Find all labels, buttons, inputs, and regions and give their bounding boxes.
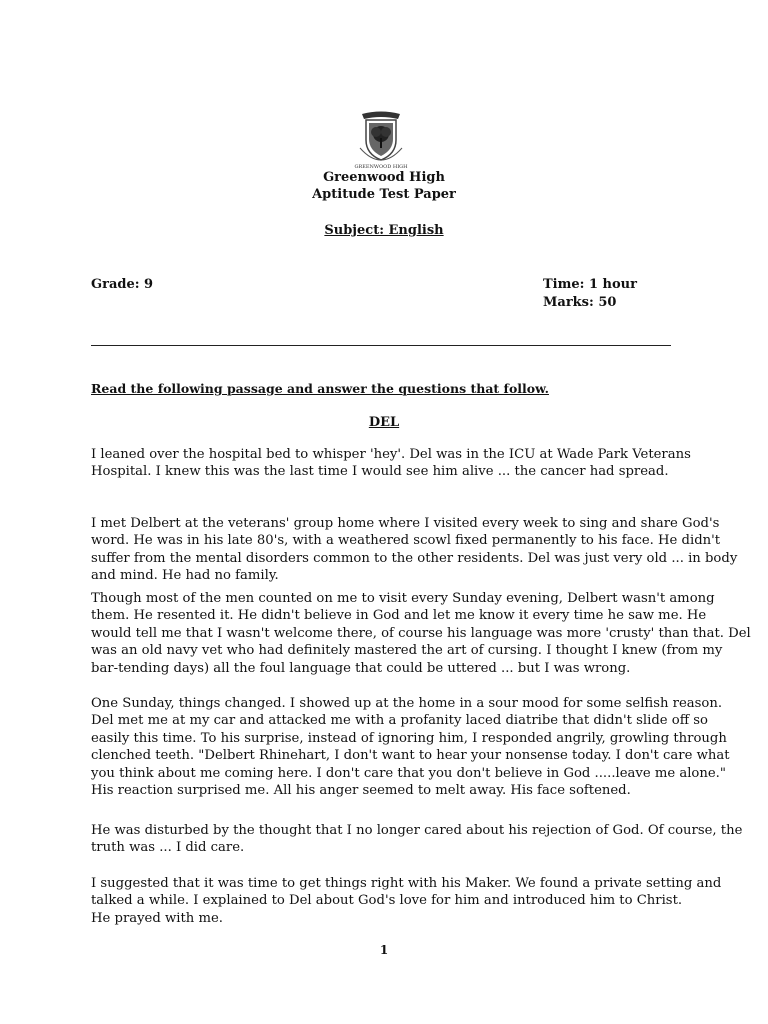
paragraph-line: would tell me that I wasn't welcome there, of course his language was more 'crusty' than that. Del <box>91 625 751 641</box>
passage-paragraph-3 <box>91 590 751 677</box>
paragraph-line: He prayed with me. <box>91 910 223 926</box>
page-number: 1 <box>379 943 389 957</box>
paragraph-line: you think about me coming here. I don't care that you don't believe in God .....leave me alone." <box>91 765 726 781</box>
paragraph-line: He was disturbed by the thought that I no longer cared about his rejection of God. Of course, the <box>91 823 743 838</box>
paragraph-line: clenched teeth. "Delbert Rhinehart, I don't want to hear your nonsense today. I don't care what <box>91 748 730 764</box>
paragraph-line: I suggested that it was time to get things right with his Maker. We found a private setting and <box>91 876 722 891</box>
passage-paragraph-6 <box>91 875 722 927</box>
subject-label: Subject: English <box>324 223 444 238</box>
marks-label: Marks: 50 <box>543 295 617 310</box>
paragraph-line: Hospital. I knew this was the last time I would see him alive ... the cancer had spread. <box>91 464 669 480</box>
paragraph-line: talked a while. I explained to Del about God's love for him and introduced him to Christ. <box>91 893 683 909</box>
paragraph-line: Though most of the men counted on me to visit every Sunday evening, Delbert wasn't among <box>91 591 715 606</box>
paragraph-line: easily this time. To his surprise, instead of ignoring him, I responded angrily, growling through <box>91 730 727 746</box>
paper-title: Aptitude Test Paper <box>312 187 456 202</box>
paragraph-line: One Sunday, things changed. I showed up at the home in a sour mood for some selfish reason. <box>91 696 723 711</box>
school-crest-icon <box>354 108 408 170</box>
passage-title: DEL <box>368 415 400 430</box>
instructions: Read the following passage and answer the questions that follow. <box>91 381 549 396</box>
passage-paragraph-5 <box>91 822 743 857</box>
passage-paragraph-1 <box>91 446 691 481</box>
paragraph-line: His reaction surprised me. All his anger seemed to melt away. His face softened. <box>91 783 631 799</box>
grade-label: Grade: 9 <box>91 277 154 292</box>
subject-line <box>0 223 768 238</box>
crest-motto: GREENWOOD HIGH <box>354 164 408 170</box>
paragraph-line: I met Delbert at the veterans' group home where I visited every week to sing and share God's <box>91 516 720 531</box>
time-label: Time: 1 hour <box>543 277 637 292</box>
paragraph-line: bar-tending days) all the foul language that could be uttered ... but I was wrong. <box>91 660 631 676</box>
paragraph-line: suffer from the mental disorders common to the other residents. Del was just very old ... in body <box>91 550 738 566</box>
passage-paragraph-4 <box>91 695 730 799</box>
divider-line <box>91 345 671 346</box>
paragraph-line: and mind. He had no family. <box>91 568 279 584</box>
passage-paragraph-2 <box>91 515 738 585</box>
paragraph-line: word. He was in his late 80's, with a weathered scowl fixed permanently to his face. He didn't <box>91 533 721 549</box>
school-name: Greenwood High <box>323 170 445 185</box>
paragraph-line: I leaned over the hospital bed to whisper 'hey'. Del was in the ICU at Wade Park Veterans <box>91 447 691 462</box>
paragraph-line: them. He resented it. He didn't believe in God and let me know it every time he saw me. He <box>91 608 707 624</box>
paragraph-line: was an old navy vet who had definitely mastered the art of cursing. I thought I knew (from my <box>91 643 723 659</box>
paragraph-line: Del met me at my car and attacked me with a profanity laced diatribe that didn't slide off so <box>91 713 708 729</box>
paragraph-line: truth was ... I did care. <box>91 840 245 856</box>
